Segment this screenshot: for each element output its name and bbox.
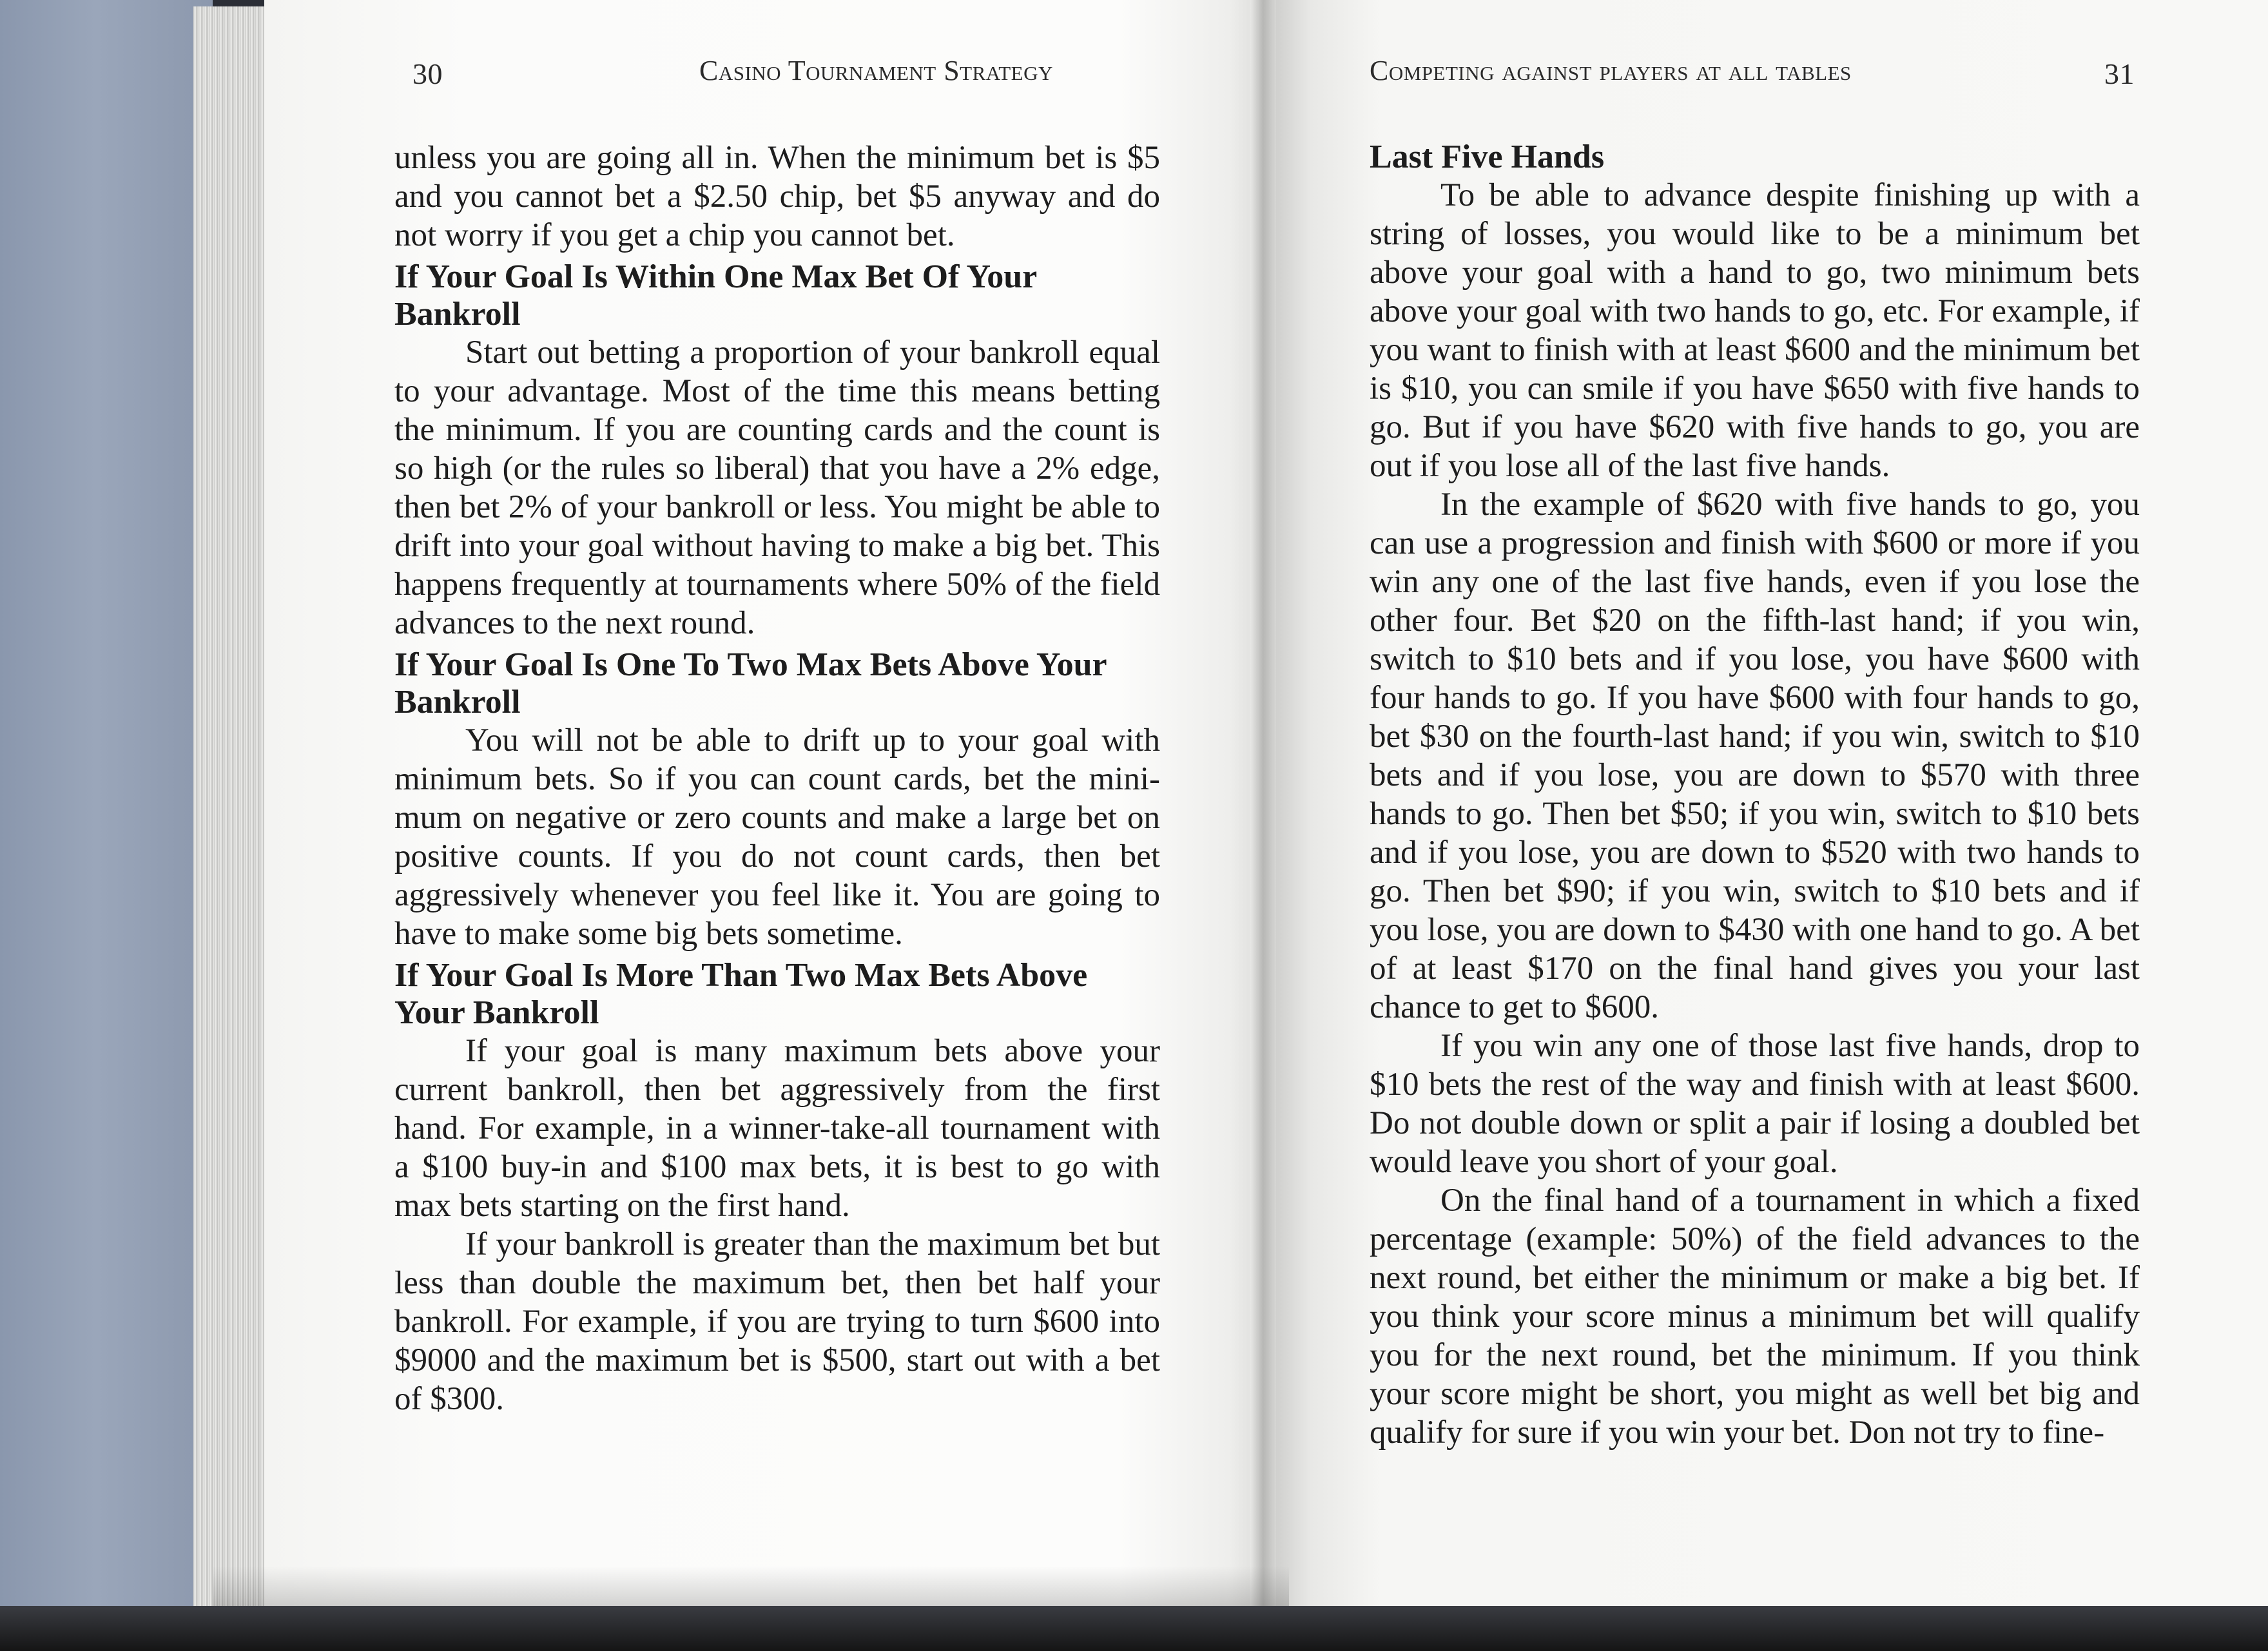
section-heading: If Your Goal Is Within One Max Bet Of Your Bankroll: [394, 258, 1037, 333]
book-gutter: [1250, 0, 1276, 1617]
right-page-body: [1370, 139, 2140, 1452]
section-paragraph: To be able to advance despite finishing up with a string of losses, you would like to be a minimum bet above your goal with a hand to go, two minimum bets above your goal with two hands to go, etc. For example, if you want to finish with at least $600 and the minimum bet is $10, you can smile if you have $650 with five hands to go. But if you have $620 with five hands to go, you are out if you lose all of the last five hands.: [1370, 177, 2140, 484]
section-paragraph: If your goal is many maximum bets above your current bankroll, then bet aggressively from the first hand. For example, in a winner-take-all tournament with a $100 buy-in and $100 max bets, it is best to go with max bets starting on the first hand.: [394, 1033, 1160, 1224]
section-heading: If Your Goal Is One To Two Max Bets Above Your Bankroll: [394, 646, 1107, 720]
scanner-background-bottom: [0, 1606, 2268, 1651]
section-paragraph: On the final hand of a tournament in which a fixed percentage (example: 50%) of the field advances to the next round, bet either the minimum or make a big bet. If you think your score minus a minimum bet will qualify you for the next round, bet the minimum. If you think your score might be short, you might as well bet big and qualify for sure if you win your bet. Don not try to fine-: [1370, 1183, 2140, 1451]
right-running-head: Competing against players at all tables: [1370, 55, 1852, 86]
scanner-background-left: [0, 0, 213, 1651]
section-paragraph: If your bankroll is greater than the maximum bet but less than double the maximum bet, then bet half your bankroll. For example, if you are trying to turn $600 into $9000 and the maximum bet is $500, start out with a bet of $300.: [394, 1226, 1160, 1417]
section-heading: If Your Goal Is More Than Two Max Bets Above Your Bankroll: [394, 957, 1088, 1031]
left-running-head: Casino Tournament Strategy: [699, 55, 1053, 86]
page-edges: [193, 6, 271, 1624]
left-page-body: [394, 139, 1160, 1418]
left-page-number: 30: [412, 57, 443, 90]
section-paragraph: In the example of $620 with five hands to go, you can use a progression and finish with $600 or more if you win any one of the last five hands, even if you lose the other four. Bet $20 on the fifth-last hand; if you win, switch to $10 bets and if you lose, you have $600 with four hands to go. If you have $600 with four hands to go, bet $30 on the fourth-last hand; if you win, switch to $10 bets and if you lose, you are down to $570 with three hands to go. Then bet $50; if you win, switch to $10 bets and if you lose, you are down to $520 with two hands to go. Then bet $90; if you win, switch to $10 bets and if you lose, you are down to $430 with one hand to go. A bet of at least $170 on the final hand gives you your last chance to get to $600.: [1370, 487, 2140, 1025]
opening-paragraph: unless you are going all in. When the minimum bet is $5 and you cannot bet a $2.50 chip, bet $5 anyway and do not worry if you get a chip you cannot bet.: [394, 140, 1160, 253]
section-paragraph: If you win any one of those last five hands, drop to $10 bets the rest of the way and finish with at least $600. Do not double down or split a pair if losing a doubled bet would leave you short of your goal.: [1370, 1028, 2140, 1180]
right-page-number: 31: [2104, 57, 2135, 90]
section-paragraph: Start out betting a proportion of your bankroll equal to your advantage. Most of the time this means betting the minimum. If you are counting cards and the count is so high (or the rules so liberal) that you have a 2% edge, then bet 2% of your bankroll or less. You might be able to drift into your goal without having to make a big bet. This happens frequently at tournaments where 50% of the field advances to the next round.: [394, 334, 1160, 641]
section-paragraph: You will not be able to drift up to your goal with minimum bets. So if you can count cards, bet the mini-mum on negative or zero counts and make a large bet on positive counts. If you do not count cards, then bet aggressively whenever you feel like it. You are going to have to make some big bets sometime.: [394, 722, 1160, 952]
section-heading: Last Five Hands: [1370, 139, 1605, 175]
